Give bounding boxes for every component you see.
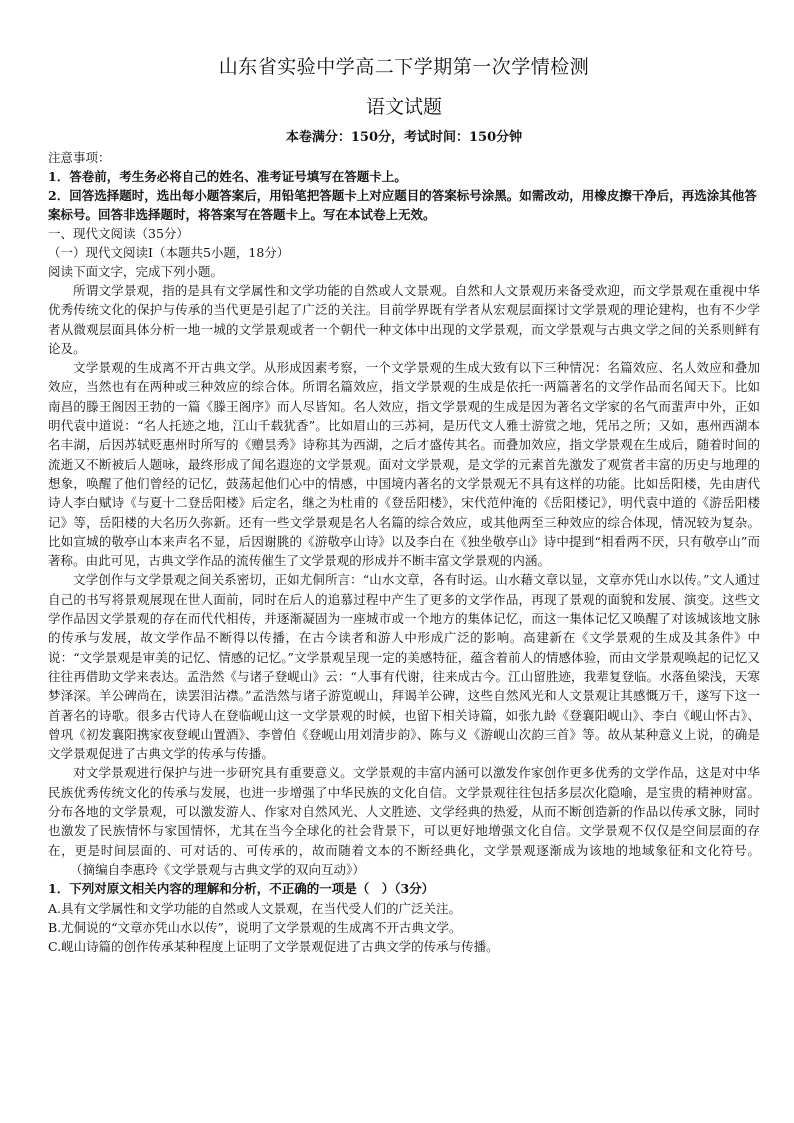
passage-paragraph-2: 文学景观的生成离不开古典文学。从形成因素考察，一个文学景观的生成大致有以下三种情况：名篇效应、名人效应和叠加效应，当然也有在两种或三种效应的综合体。所谓名篇效应，指文学景观的生成是依托一两篇著名的文学作品而名闻天下。比如南昌的滕王阁因王勃的一篇《滕王阁序》而人尽皆知。名人效应，指文学景观的生成是因为著名文学家的名气而蜚声中外，正如明代袁中道说：“名人托迹之地，江山千载犹香”。比如眉山的三苏祠，是历代文人雅士游赏之地，凭吊之所；又如，惠州西湖本名丰湖，后因苏轼贬惠州时所写的《赠昙秀》诗称其为西湖，之后才盛传其名。而叠加效应，指文学景观在生成后，随着时间的流逝又不断被后人题咏，最终形成了闻名遐迩的文学景观。面对文学景观，是文学的元素首先激发了观赏者丰富的历史与地理的想象，唤醒了他们曾经的记忆，鼓荡起他们心中的情感，中国境内著名的文学景观无不具有这样的功能。比如岳阳楼，先由唐代诗人李白赋诗《与夏十二登岳阳楼》后定名，继之为杜甫的《登岳阳楼》，宋代范仲淹的《岳阳楼记》，明代袁中道的《游岳阳楼记》等，岳阳楼的大名历久弥新。还有一些文学景观是名人名篇的综合效应，或其他两至三种效应的综合体现，情况较为复杂。比如宣城的敬亭山本来声名不显，后因谢朓的《游敬亭山诗》以及李白在《独坐敬亭山》诗中提到“相看两不厌，只有敬亭山”而著称。由此可见，古典文学作品的流传催生了文学景观的形成并不断丰富文学景观的内涵。: [48, 360, 760, 569]
notice-heading: 注意事项：: [48, 150, 111, 165]
exam-title: 山东省实验中学高二下学期第一次学情检测: [218, 56, 590, 78]
passage-paragraph-4: [48, 763, 760, 879]
exam-subtitle: 语文试题: [365, 96, 442, 118]
section-subheading: （一）现代文阅读Ⅰ（本题共5小题，18分）: [48, 245, 290, 260]
question-1-option-c: C.岘山诗篇的创作传承某种程度上证明了文学景观促进了古典文学的传承与传播。: [48, 939, 499, 955]
question-1-option-a: A.具有文学属性和文学功能的自然或人文景观，在当代受人们的广泛关注。: [48, 900, 462, 916]
section-heading: 一、现代文阅读（35分）: [48, 226, 189, 241]
passage-paragraph-4-text: 对文学景观进行保护与进一步研究具有重要意义。文学景观的丰富内涵可以激发作家创作更多优秀的文学作品，这是对中华民族优秀传统文化的传承与发展，也进一步增强了中华民族的文化自信。文学景观往往包括多层次化隐喻，是宝贵的精神财富。分布各地的文学景观，可以激发游人、作家对自然风光、人文胜迹、文学经典的热爱，从而不断创造新的作品以传承文脉，同时也激发了民族情怀与家国情怀，尤其在当今全球化的社会背景下，可以更好地增强文化自信。文学景观不仅仅是空间层面的存在，更是时间层面的、可对话的、可传承的，故而随着文本的不断经典化，文学景观逐渐成为该地的地域象征和文化符号。: [48, 765, 760, 858]
question-1-stem: 1．下列对原文相关内容的理解和分析，不正确的一项是（ ）（3分）: [48, 881, 435, 897]
score-line: 本卷满分：150分，考试时间：150分钟: [285, 130, 523, 145]
section-instruction: 阅读下面文字，完成下列小题。: [48, 264, 224, 279]
passage-paragraph-3: 文学创作与文学景观之间关系密切，正如尤侗所言：“山水文章，各有时运。山水藉文章以显，文章亦凭山水以传。”文人通过自己的书写将景观展现在世人面前，同时在后人的追慕过程中产生了更多的文学作品，再现了景观的面貌和发展、演变。这些文学作品因文学景观的存在而代代相传，并逐渐凝固为一座城市或一个地方的集体记忆，而这一集体记忆又唤醒了对该城该地文脉的传承与发展，故文学作品不断得以传播，在古今读者和游人中形成广泛的影响。高建新在《文学景观的生成及其条件》中说：“文学景观是审美的记忆、情感的记忆。”文学景观呈现一定的美感特征，蕴含着前人的情感体验，而由文学景观唤起的记忆又往往再借助文学来表达。孟浩然《与诸子登岘山》云：“人事有代谢，往来成古今。江山留胜迹，我辈复登临。水落鱼梁浅，天寒梦泽深。羊公碑尚在，读罢泪沾襟。”孟浩然与诸子游览岘山，拜谒羊公碑，这些自然风光和人文景观让其感慨万千，遂写下这一首著名的诗歌。很多古代诗人在登临岘山这一文学景观的时候，也留下相关诗篇，如张九龄《登襄阳岘山》、李白《岘山怀古》、曾巩《初发襄阳携家夜登岘山置酒》、李曾伯《登岘山用刘清步韵》、陈与义《游岘山次韵三首》等。故从某种意义上说，的确是文学景观促进了古典文学的传承与传播。: [48, 572, 760, 762]
notice-item-2: 2．回答选择题时，选出每小题答案后，用铅笔把答题卡上对应题目的答案标号涂黑。如需改动，用橡皮擦干净后，再选涂其他答案标号。回答非选择题时，将答案写在答题卡上。写在本试卷上无效。: [48, 188, 757, 222]
question-1-option-b: B.尤侗说的“文章亦凭山水以传”，说明了文学景观的生成离不开古典文学。: [48, 919, 462, 935]
exam-page: [48, 54, 760, 956]
passage-paragraph-1: 所谓文学景观，指的是具有文学属性和文学功能的自然或人文景观。自然和人文景观历来备受欢迎，而文学景观在重视中华优秀传统文化的保护与传承的当代更是引起了广泛的关注。目前学界既有学者从宏观层面探讨文学景观的理论建构，也有不少学者从微观层面具体分析一地一城的文学景观或者一个朝代一种文体中出现的文学景观，而文学景观与古典文学之间的关系则鲜有论及。: [48, 283, 760, 356]
notice-item-1: 1．答卷前，考生务必将自己的姓名、准考证号填写在答题卡上。: [48, 169, 407, 184]
passage-source: （摘编自李惠玲《文学景观与古典文学的双向互动》）: [70, 861, 365, 877]
